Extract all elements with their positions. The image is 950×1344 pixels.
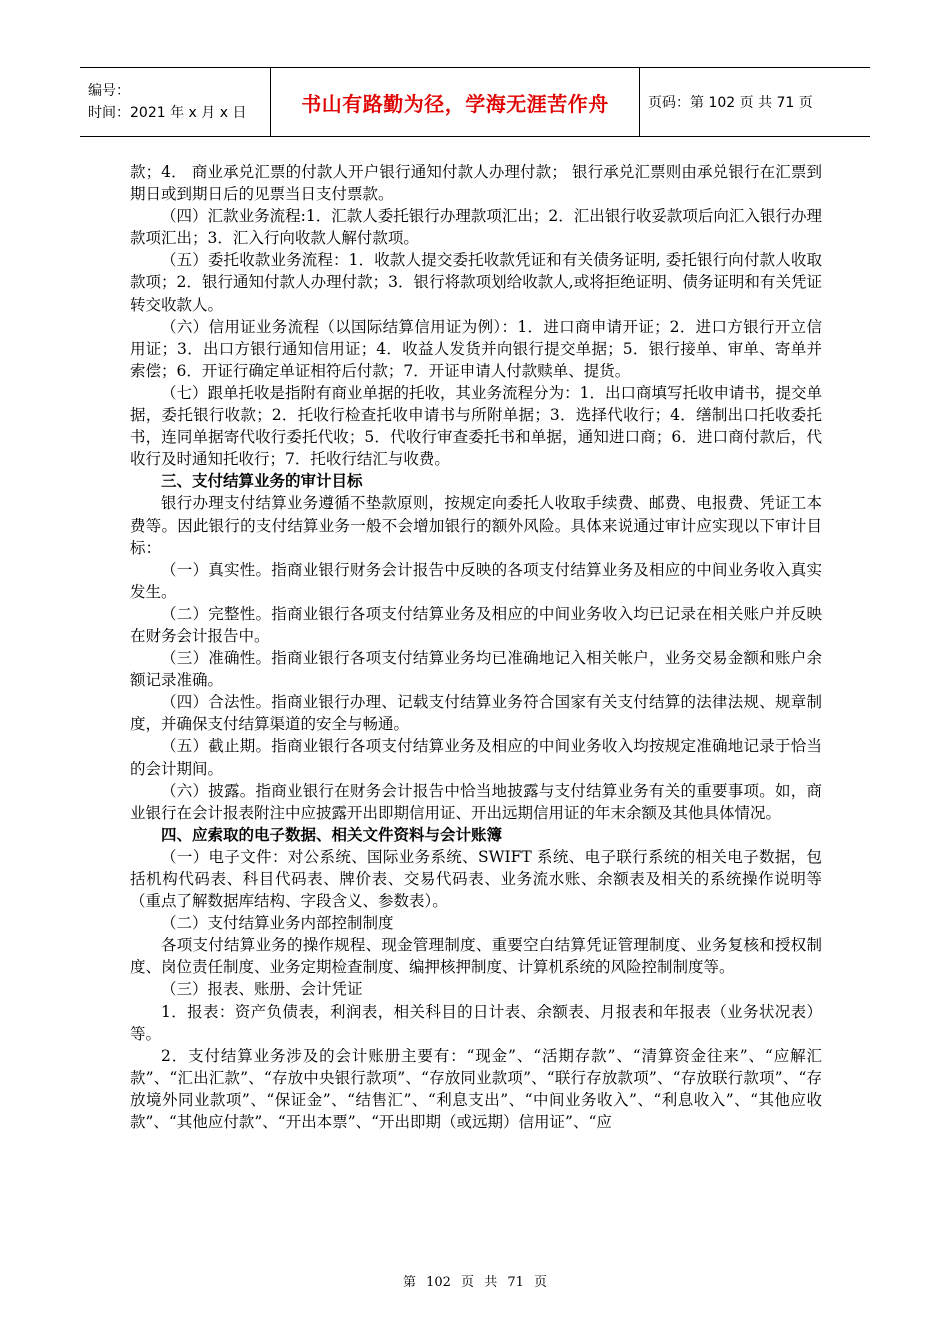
body-paragraph: （一）电子文件：对公系统、国际业务系统、SWIFT 系统、电子联行系统的相关电子数据，包括机构代码表、科目代码表、牌价表、交易代码表、业务流水账、余额表及相关的系统操作说明等（重点了解数据库结构、字段含义、参数表）。 [130,847,822,911]
body-paragraph: （三）报表、账册、会计凭证 [161,980,363,999]
body-paragraph: 各项支付结算业务的操作规程、现金管理制度、重要空白结算凭证管理制度、业务复核和授权制度、岗位责任制度、业务定期检查制度、编押核押制度、计算机系统的风险控制制度等。 [130,936,822,977]
section-heading: 三、支付结算业务的审计目标 [161,472,363,491]
page-header [80,67,870,137]
body-paragraph: 银行办理支付结算业务遵循不垫款原则，按规定向委托人收取手续费、邮费、电报费、凭证工本费等。因此银行的支付结算业务一般不会增加银行的额外风险。具体来说通过审计应实现以下审计目标： [130,494,822,557]
body-paragraph: 1．报表：资产负债表，利润表，相关科目的日计表、余额表、月报表和年报表（业务状况表）等。 [130,1002,822,1043]
body-paragraph: （四）合法性。指商业银行办理、记载支付结算业务符合国家有关支付结算的法律法规、规章制度，并确保支付结算渠道的安全与畅通。 [130,693,822,734]
body-paragraph: （七）跟单托收是指附有商业单据的托收，其业务流程分为：1．出口商填写托收申请书，提交单据，委托银行收款；2．托收行检查托收申请书与所附单据；3．选择代收行；4．缮制出口托收委托书，连同单据寄代收行委托代收；5．代收行审查委托书和单据，通知进口商；6．进口商付款后，代收行及时通知托收行；7．托收行结汇与收费。 [130,383,822,469]
body-paragraph: （六）信用证业务流程（以国际结算信用证为例）：1．进口商申请开证；2．进口方银行开立信用证；3．出口方银行通知信用证；4．收益人发货并向银行提交单据；5．银行接单、审单、寄单并索偿；6．开证行确定单证相符后付款；7．开证申请人付款赎单、提货。 [130,317,822,380]
body-paragraph: 2．支付结算业务涉及的会计账册主要有：“现金”、“活期存款”、“清算资金往来”、“应解汇款”、“汇出汇款”、“存放中央银行款项”、“存放同业款项”、“联行存放款项”、“存放联行款项”、“存放境外同业款项”、“保证金”、“结售汇”、“利息支出”、“中间业务收入”、“利息收入”、“其他应收款”、“其他应付款”、“开出本票”、“开出即期（或远期）信用证”、“应 [130,1046,822,1132]
body-paragraph: （二）完整性。指商业银行各项支付结算业务及相应的中间业务收入均已记录在相关账户并反映在财务会计报告中。 [130,604,822,645]
body-paragraph: （五）截止期。指商业银行各项支付结算业务及相应的中间业务收入均按规定准确地记录于恰当的会计期间。 [130,737,822,778]
header-page-info: 页码：第 102 页 共 71 页 [648,95,813,111]
document-body [130,161,822,1133]
body-paragraph-continued: 款；4． 商业承兑汇票的付款人开户银行通知付款人办理付款； 银行承兑汇票则由承兑银行在汇票到期日或到期日后的见票当日支付票款。 [130,163,822,204]
body-paragraph: （一）真实性。指商业银行财务会计报告中反映的各项支付结算业务及相应的中间业务收入真实发生。 [130,560,822,601]
body-paragraph: （四）汇款业务流程:1．汇款人委托银行办理款项汇出；2．汇出银行收妥款项后向汇入银行办理款项汇出；3．汇入行向收款人解付款项。 [130,207,822,248]
doc-number: 编号： [88,83,130,99]
doc-time: 时间：2021 年 x 月 x 日 [88,105,247,121]
page-footer: 第 102 页 共 71 页 [402,1275,548,1290]
header-info-cell [80,68,270,136]
header-motto: 书山有路勤为径，学海无涯苦作舟 [270,68,640,136]
section-heading: 四、应索取的电子数据、相关文件资料与会计账簿 [161,825,503,844]
body-paragraph: （五）委托收款业务流程：1．收款人提交委托收款凭证和有关债务证明, 委托银行向付款人收取款项；2．银行通知付款人办理付款；3．银行将款项划给收款人,或将拒绝证明、债务证明和有关凭证转交收款人。 [130,251,822,314]
body-paragraph: （三）准确性。指商业银行各项支付结算业务均已准确地记入相关帐户，业务交易金额和账户余额记录准确。 [130,649,822,690]
body-paragraph: （六）披露。指商业银行在财务会计报告中恰当地披露与支付结算业务有关的重要事项。如，商业银行在会计报表附注中应披露开出即期信用证、开出远期信用证的年末余额及其他具体情况。 [130,781,822,822]
body-paragraph: （二）支付结算业务内部控制制度 [161,914,394,933]
